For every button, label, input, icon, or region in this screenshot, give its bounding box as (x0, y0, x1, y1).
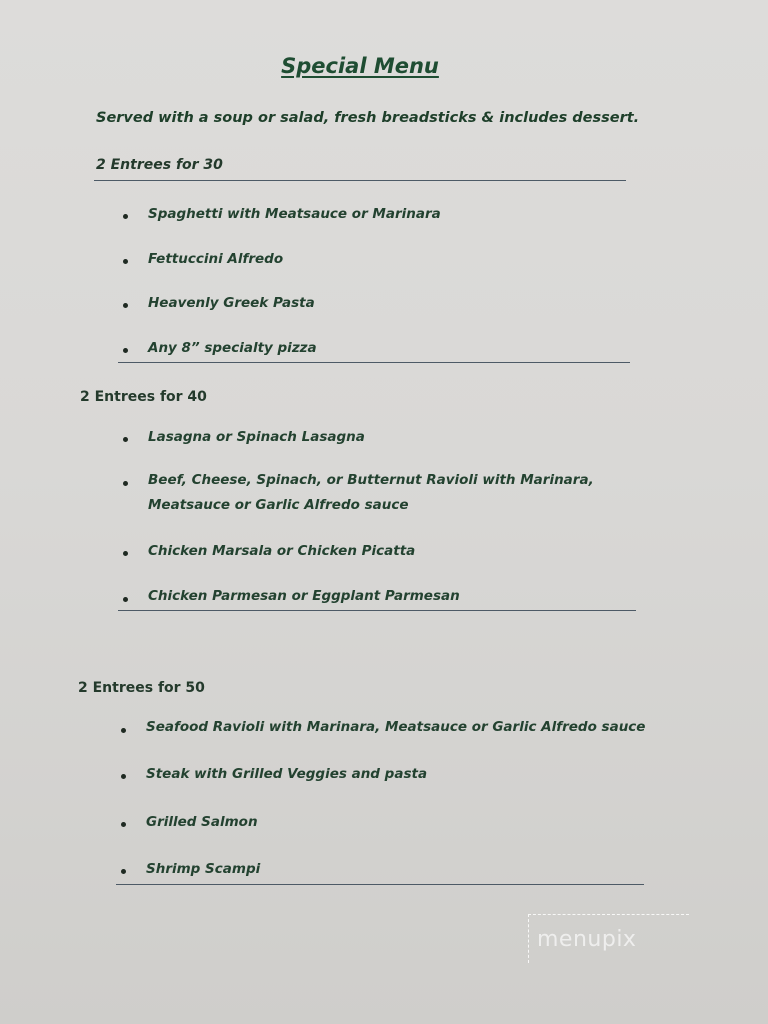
bullet (121, 774, 126, 779)
section-heading-30: 2 Entrees for 30 (96, 157, 223, 173)
menu-item: Chicken Marsala or Chicken Picatta (148, 543, 416, 559)
section-rule (94, 180, 626, 181)
menu-item-continuation: Meatsauce or Garlic Alfredo sauce (148, 497, 409, 513)
bullet (121, 869, 126, 874)
section-rule (118, 362, 630, 363)
watermark-text: menupix (537, 927, 637, 952)
menu-item: Any 8” specialty pizza (148, 340, 317, 356)
menu-item: Fettuccini Alfredo (148, 251, 284, 267)
bullet (121, 728, 126, 733)
menu-title: Special Menu (281, 54, 439, 78)
menu-item: Heavenly Greek Pasta (148, 295, 315, 311)
bullet (123, 481, 128, 486)
bullet (123, 597, 128, 602)
menu-item: Chicken Parmesan or Eggplant Parmesan (148, 588, 460, 604)
menu-item: Grilled Salmon (146, 814, 258, 830)
bullet (123, 259, 128, 264)
section-rule (118, 610, 636, 611)
bullet (123, 214, 128, 219)
menu-item: Lasagna or Spinach Lasagna (148, 429, 365, 445)
bullet (121, 822, 126, 827)
bullet (123, 303, 128, 308)
bullet (123, 348, 128, 353)
menu-item: Spaghetti with Meatsauce or Marinara (148, 206, 441, 222)
section-rule (116, 884, 644, 885)
menu-item: Shrimp Scampi (146, 861, 261, 877)
menu-item: Steak with Grilled Veggies and pasta (146, 766, 428, 782)
menu-intro: Served with a soup or salad, fresh breadsticks & includes dessert. (96, 110, 640, 126)
watermark (528, 914, 689, 963)
bullet (123, 437, 128, 442)
menu-item: Seafood Ravioli with Marinara, Meatsauce or Garlic Alfredo sauce (146, 719, 646, 735)
section-heading-50: 2 Entrees for 50 (78, 680, 205, 696)
bullet (123, 551, 128, 556)
section-heading-40: 2 Entrees for 40 (80, 389, 207, 405)
menu-item: Beef, Cheese, Spinach, or Butternut Ravioli with Marinara, (148, 472, 594, 488)
